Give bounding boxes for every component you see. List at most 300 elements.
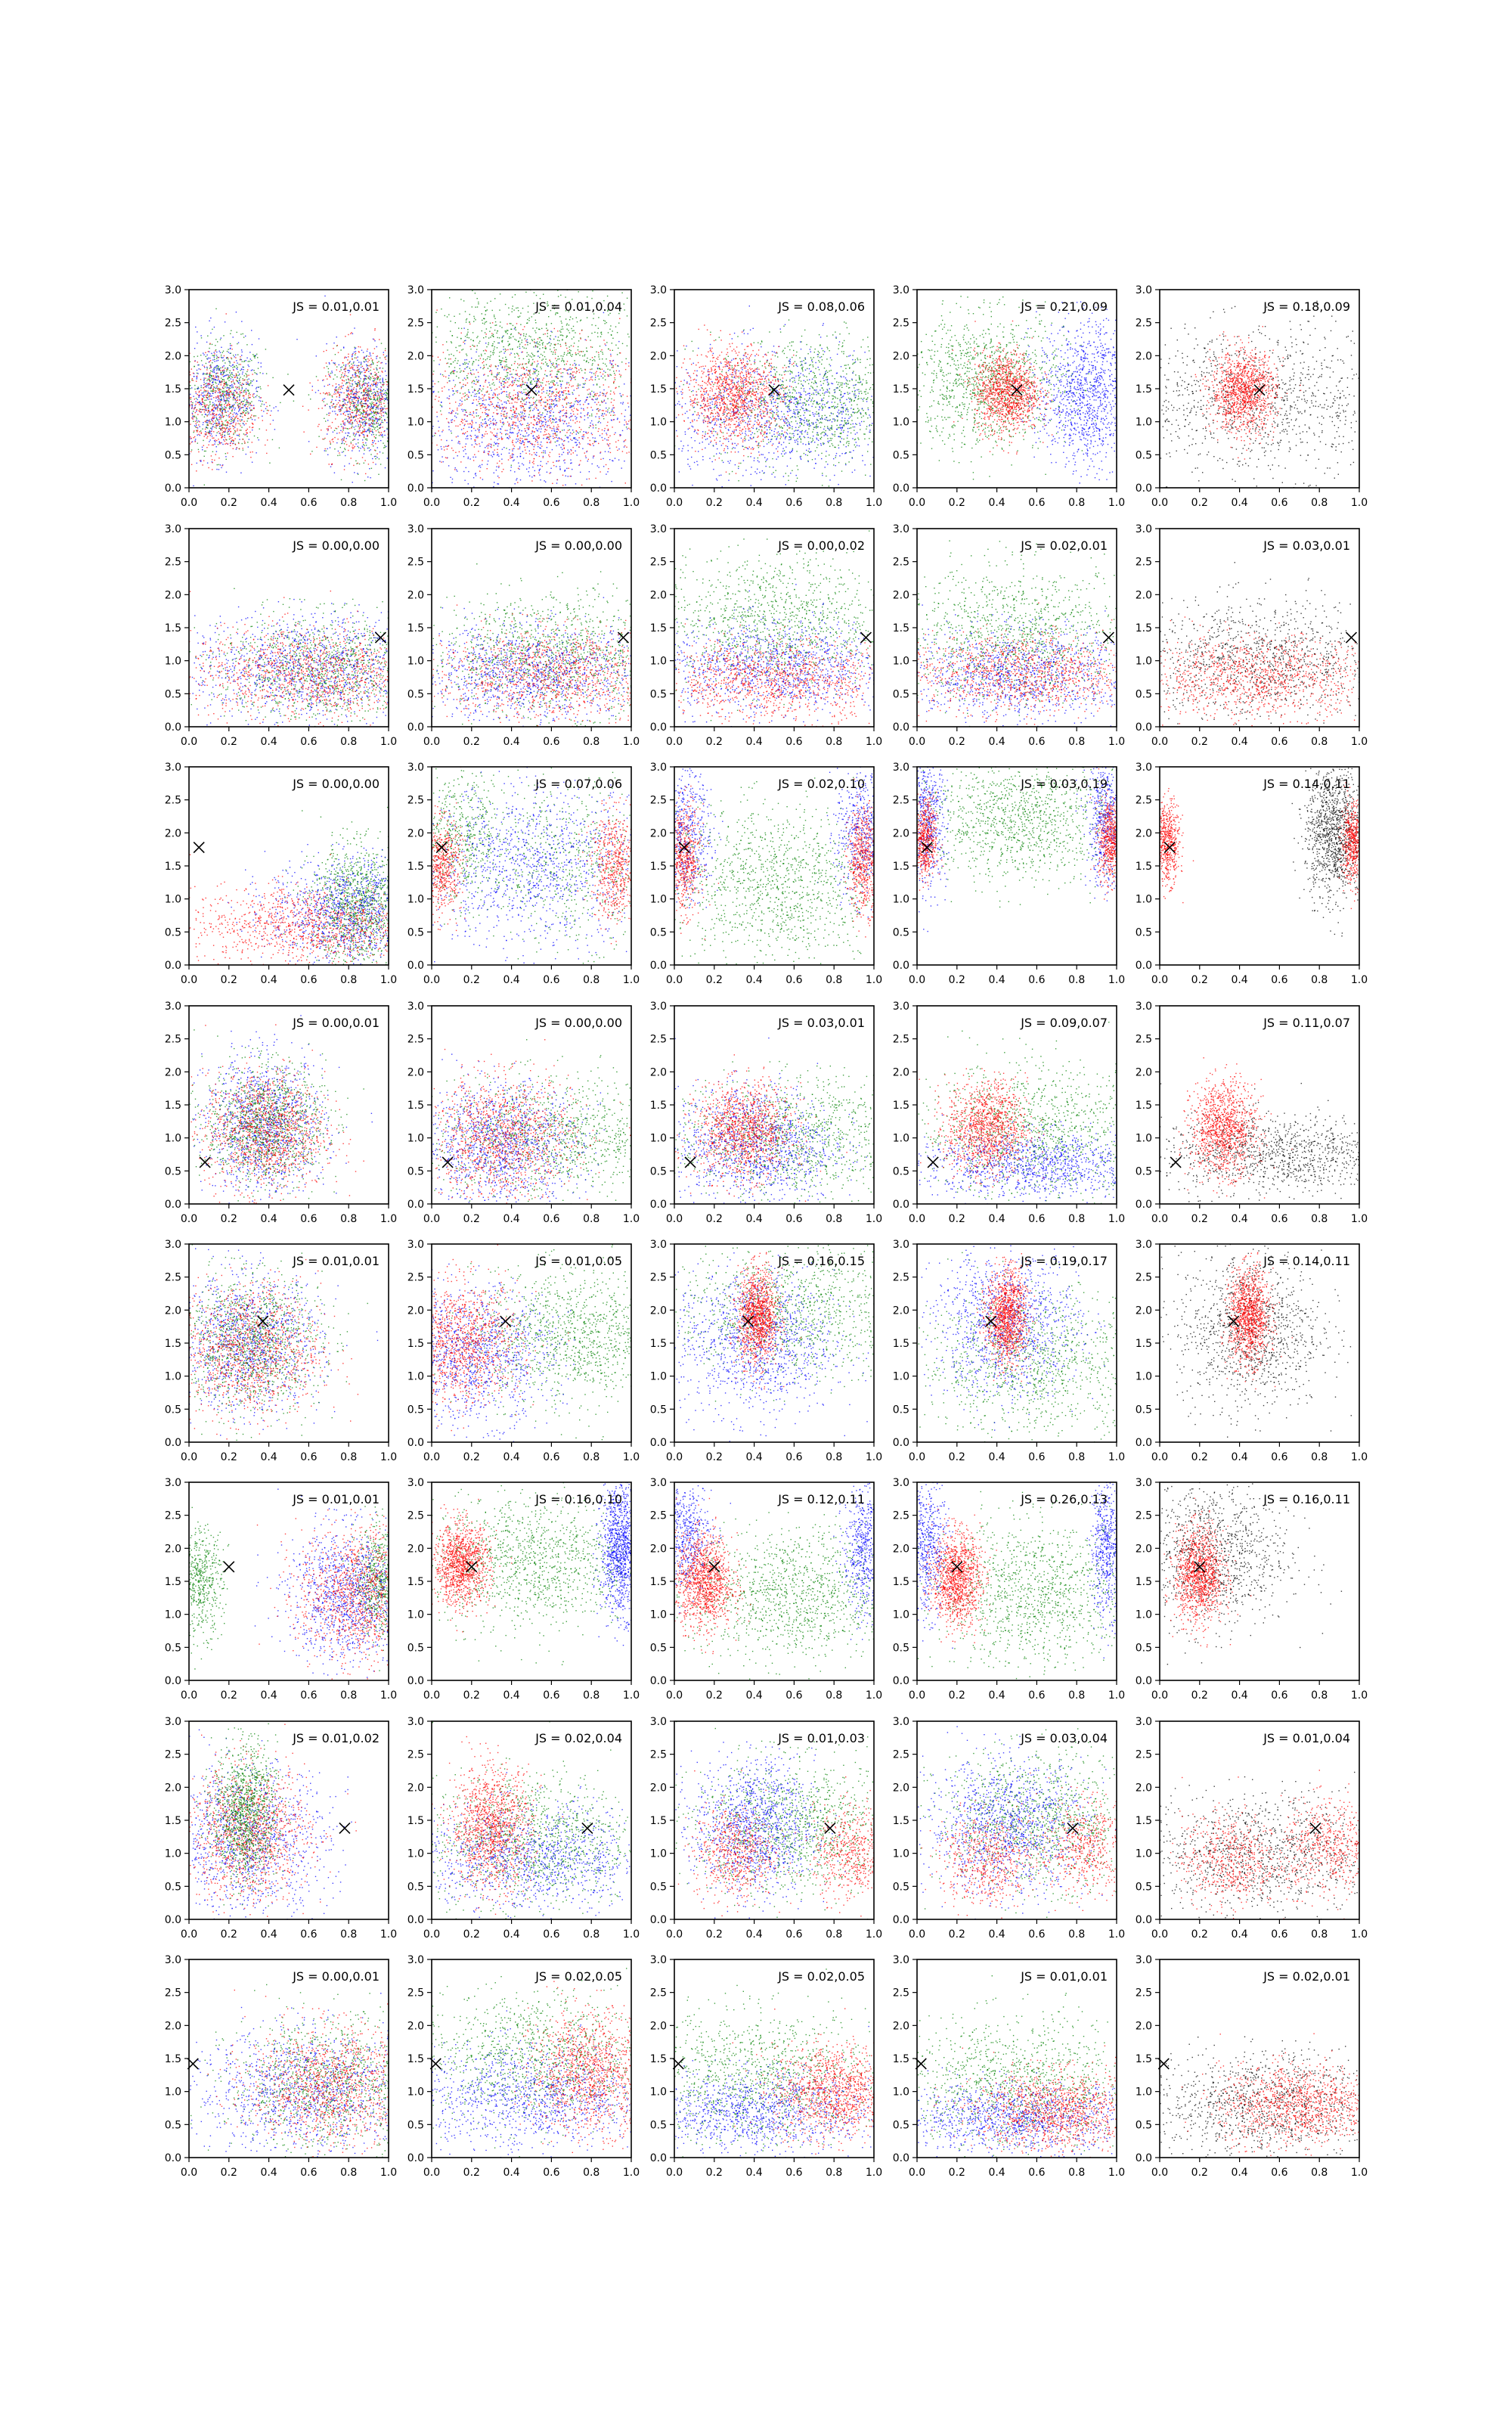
data-point	[233, 399, 234, 400]
data-point	[468, 397, 469, 398]
data-point	[509, 338, 510, 339]
data-point	[522, 382, 523, 383]
data-point	[212, 378, 213, 379]
data-point	[484, 423, 485, 424]
data-point	[357, 360, 358, 361]
data-point	[458, 327, 459, 328]
data-point	[382, 434, 383, 435]
data-point	[204, 367, 205, 368]
data-point	[372, 412, 373, 413]
data-point	[466, 335, 467, 336]
data-point	[194, 348, 195, 349]
data-point	[365, 387, 366, 388]
data-point	[220, 442, 221, 443]
data-point	[347, 387, 348, 388]
data-point	[476, 412, 477, 413]
data-point	[198, 386, 199, 387]
data-point	[345, 441, 346, 442]
data-point	[550, 415, 551, 416]
data-point	[190, 374, 191, 375]
data-point	[521, 407, 522, 408]
data-point	[459, 314, 460, 315]
data-point	[533, 438, 534, 439]
data-point	[216, 425, 217, 426]
data-point	[226, 405, 227, 406]
data-point	[233, 416, 234, 417]
data-point	[457, 455, 458, 456]
data-point	[378, 372, 379, 373]
data-point	[473, 413, 474, 414]
data-point	[544, 356, 545, 357]
data-point	[330, 373, 331, 374]
data-point	[543, 363, 544, 364]
y-tick-label: 1.5	[165, 383, 181, 396]
data-point	[229, 408, 230, 409]
data-point	[375, 458, 376, 459]
data-point	[517, 367, 518, 368]
data-point	[532, 340, 533, 341]
data-point	[335, 390, 336, 391]
data-point	[203, 391, 204, 392]
data-point	[470, 339, 471, 340]
data-point	[338, 352, 339, 353]
data-point	[359, 382, 360, 383]
data-point	[381, 432, 382, 433]
data-point	[221, 467, 222, 468]
data-point	[452, 410, 453, 411]
data-point	[522, 308, 523, 309]
data-point	[239, 394, 240, 395]
data-point	[601, 332, 602, 333]
data-point	[344, 380, 345, 381]
data-point	[599, 358, 600, 359]
data-point	[585, 432, 586, 433]
data-point	[377, 355, 378, 356]
data-point	[474, 383, 475, 384]
data-point	[375, 409, 376, 410]
data-point	[224, 427, 225, 428]
data-point	[226, 400, 227, 401]
data-point	[203, 377, 204, 378]
data-point	[202, 414, 203, 415]
data-point	[582, 355, 583, 356]
data-point	[197, 373, 198, 374]
data-point	[381, 410, 382, 411]
data-point	[201, 387, 202, 388]
data-point	[253, 370, 254, 371]
data-point	[357, 408, 358, 409]
data-point	[384, 400, 385, 401]
data-point	[209, 377, 210, 378]
data-point	[228, 394, 229, 395]
data-point	[521, 430, 522, 431]
data-point	[233, 426, 234, 427]
data-point	[466, 355, 467, 356]
data-point	[228, 403, 229, 404]
data-point	[349, 401, 350, 402]
data-point	[539, 348, 540, 349]
data-point	[529, 462, 530, 463]
data-point	[214, 404, 215, 405]
data-point	[352, 423, 353, 424]
data-point	[533, 303, 534, 304]
data-point	[519, 378, 520, 379]
data-point	[456, 390, 457, 391]
data-point	[589, 415, 590, 416]
data-point	[544, 418, 545, 419]
data-point	[574, 404, 575, 405]
data-point	[229, 372, 230, 373]
data-point	[540, 479, 541, 480]
data-point	[566, 404, 567, 405]
data-point	[577, 440, 578, 441]
data-point	[206, 447, 207, 448]
data-point	[240, 425, 241, 426]
data-point	[448, 375, 449, 376]
data-point	[326, 362, 327, 363]
data-point	[374, 372, 375, 373]
data-point	[328, 368, 329, 369]
data-point	[474, 381, 475, 382]
data-point	[556, 441, 557, 442]
data-point	[366, 379, 367, 380]
data-point	[538, 343, 539, 344]
data-point	[379, 425, 380, 426]
data-point	[371, 364, 372, 365]
data-point	[236, 392, 237, 393]
data-point	[520, 411, 521, 412]
data-point	[206, 342, 207, 343]
data-point	[481, 398, 482, 399]
data-point	[248, 379, 249, 380]
data-point	[206, 414, 207, 415]
data-point	[352, 368, 353, 369]
data-point	[213, 414, 214, 415]
data-point	[370, 454, 371, 455]
data-point	[535, 428, 536, 429]
data-point	[195, 401, 196, 402]
data-point	[383, 384, 384, 385]
data-point	[359, 421, 360, 422]
data-point	[591, 333, 592, 334]
data-point	[256, 387, 257, 388]
data-point	[628, 362, 629, 363]
data-point	[557, 440, 558, 441]
data-point	[564, 352, 565, 353]
data-point	[545, 361, 546, 362]
data-point	[380, 409, 381, 410]
data-point	[498, 483, 499, 484]
data-point	[221, 429, 222, 430]
data-point	[203, 382, 204, 383]
data-point	[259, 397, 260, 398]
data-point	[548, 316, 549, 317]
data-point	[205, 429, 206, 430]
data-point	[364, 420, 365, 421]
data-point	[378, 413, 379, 414]
data-point	[203, 397, 204, 398]
data-point	[594, 438, 595, 439]
data-point	[386, 393, 387, 394]
data-point	[445, 446, 446, 447]
data-point	[606, 365, 607, 366]
data-point	[376, 386, 377, 387]
data-point	[369, 398, 370, 399]
data-point	[492, 456, 493, 457]
data-point	[591, 391, 592, 392]
data-point	[594, 441, 595, 442]
data-point	[210, 428, 211, 429]
data-point	[611, 363, 612, 364]
data-point	[539, 337, 540, 338]
data-point	[335, 387, 336, 388]
data-point	[203, 402, 204, 403]
data-point	[249, 397, 250, 398]
data-point	[486, 445, 487, 446]
data-point	[561, 323, 562, 324]
data-point	[573, 432, 574, 433]
data-point	[238, 443, 239, 444]
data-point	[260, 386, 261, 387]
data-point	[537, 343, 538, 344]
data-point	[206, 367, 207, 368]
data-point	[343, 451, 344, 452]
data-point	[477, 391, 478, 392]
data-point	[217, 419, 218, 420]
data-point	[192, 416, 193, 417]
data-point	[355, 415, 356, 416]
data-point	[340, 367, 341, 368]
data-point	[384, 405, 385, 406]
data-point	[598, 422, 599, 423]
data-point	[224, 395, 225, 396]
data-point	[380, 411, 381, 412]
data-point	[450, 477, 451, 478]
data-point	[490, 427, 491, 428]
data-point	[551, 323, 552, 324]
data-point	[374, 397, 375, 398]
data-point	[227, 427, 228, 428]
data-point	[227, 387, 228, 388]
data-point	[526, 356, 527, 357]
data-point	[552, 386, 553, 387]
data-point	[586, 361, 587, 362]
data-point	[482, 368, 483, 369]
data-point	[530, 355, 531, 356]
data-point	[231, 358, 232, 359]
data-point	[370, 417, 371, 418]
data-point	[492, 404, 493, 405]
data-point	[205, 390, 206, 391]
data-point	[473, 361, 474, 362]
data-point	[597, 465, 598, 466]
data-point	[498, 456, 499, 457]
data-point	[453, 361, 454, 362]
data-point	[207, 427, 208, 428]
data-point	[224, 369, 225, 370]
data-point	[356, 400, 357, 401]
data-point	[248, 413, 249, 414]
data-point	[553, 347, 554, 348]
data-point	[214, 444, 215, 445]
data-point	[371, 405, 372, 406]
data-point	[239, 448, 240, 449]
data-point	[218, 398, 219, 399]
data-point	[208, 425, 209, 426]
data-point	[216, 418, 217, 419]
data-point	[216, 446, 217, 447]
data-point	[506, 433, 507, 434]
data-point	[386, 422, 387, 423]
data-point	[479, 445, 480, 446]
data-point	[217, 356, 218, 357]
data-point	[352, 384, 353, 385]
data-point	[208, 420, 209, 421]
data-point	[559, 466, 560, 467]
data-point	[222, 423, 223, 424]
data-point	[466, 420, 467, 421]
data-point	[312, 389, 313, 390]
data-point	[527, 423, 528, 424]
data-point	[221, 373, 222, 374]
js-annotation: JS = 0.01,0.01	[292, 299, 380, 314]
data-point	[372, 385, 373, 386]
data-point	[207, 385, 208, 386]
data-point	[261, 410, 262, 411]
data-point	[382, 393, 383, 394]
data-point	[369, 394, 370, 395]
data-point	[526, 469, 527, 470]
data-point	[523, 418, 524, 419]
data-point	[229, 406, 230, 407]
data-point	[569, 394, 570, 395]
data-point	[599, 379, 600, 380]
data-point	[369, 431, 370, 432]
data-point	[229, 377, 230, 378]
data-point	[520, 456, 521, 457]
data-point	[233, 448, 234, 449]
data-point	[205, 421, 206, 422]
data-point	[502, 423, 503, 424]
data-point	[360, 435, 361, 436]
data-point	[487, 302, 488, 303]
data-point	[353, 406, 354, 407]
data-point	[332, 399, 333, 400]
data-point	[539, 469, 540, 470]
data-point	[506, 369, 507, 370]
data-point	[336, 369, 337, 370]
data-point	[526, 367, 527, 368]
data-point	[199, 368, 200, 369]
data-point	[550, 361, 551, 362]
data-point	[614, 412, 615, 413]
data-point	[573, 326, 574, 327]
data-point	[485, 423, 486, 424]
data-point	[242, 387, 243, 388]
data-point	[215, 425, 216, 426]
data-point	[384, 392, 385, 393]
data-point	[332, 372, 333, 373]
data-point	[556, 482, 557, 483]
data-point	[341, 426, 342, 427]
data-point	[365, 392, 366, 393]
data-point	[225, 424, 226, 425]
data-point	[197, 435, 198, 436]
data-point	[342, 372, 343, 373]
data-point	[501, 454, 502, 455]
data-point	[617, 332, 618, 333]
data-point	[252, 462, 253, 463]
data-point	[379, 432, 380, 433]
data-point	[557, 371, 558, 372]
data-point	[479, 403, 480, 404]
data-point	[487, 358, 488, 359]
data-point	[503, 387, 504, 388]
data-point	[617, 419, 618, 420]
data-point	[497, 337, 498, 338]
data-point	[368, 382, 369, 383]
data-point	[358, 398, 359, 399]
data-point	[378, 441, 379, 442]
data-point	[517, 354, 518, 355]
data-point	[225, 428, 226, 429]
data-point	[237, 435, 238, 436]
data-point	[325, 376, 326, 377]
data-point	[502, 337, 503, 338]
data-point	[269, 463, 270, 464]
data-point	[472, 402, 473, 403]
data-point	[228, 401, 229, 402]
data-point	[569, 332, 570, 333]
data-point	[542, 422, 543, 423]
data-point	[512, 425, 513, 426]
data-point	[587, 394, 588, 395]
data-point	[379, 458, 380, 459]
data-point	[540, 465, 541, 466]
data-point	[206, 410, 207, 411]
data-point	[492, 343, 493, 344]
data-point	[228, 376, 229, 377]
data-point	[387, 389, 388, 390]
data-point	[563, 368, 564, 369]
data-point	[362, 422, 363, 423]
data-point	[461, 349, 462, 350]
data-point	[597, 376, 598, 377]
data-point	[558, 356, 559, 357]
data-point	[345, 368, 346, 369]
data-point	[213, 438, 214, 439]
data-point	[208, 351, 209, 352]
data-point	[361, 417, 362, 418]
data-point	[472, 369, 473, 370]
data-point	[230, 385, 231, 386]
data-point	[351, 412, 352, 413]
data-point	[371, 444, 372, 445]
data-point	[338, 409, 339, 410]
data-point	[381, 435, 382, 436]
data-point	[613, 415, 614, 416]
data-point	[221, 442, 222, 443]
data-point	[448, 314, 449, 315]
data-point	[359, 428, 360, 429]
data-point	[246, 371, 247, 372]
data-point	[455, 322, 456, 323]
data-point	[519, 344, 520, 345]
data-point	[442, 374, 443, 375]
data-point	[595, 441, 596, 442]
data-point	[229, 387, 230, 388]
data-point	[348, 388, 349, 389]
